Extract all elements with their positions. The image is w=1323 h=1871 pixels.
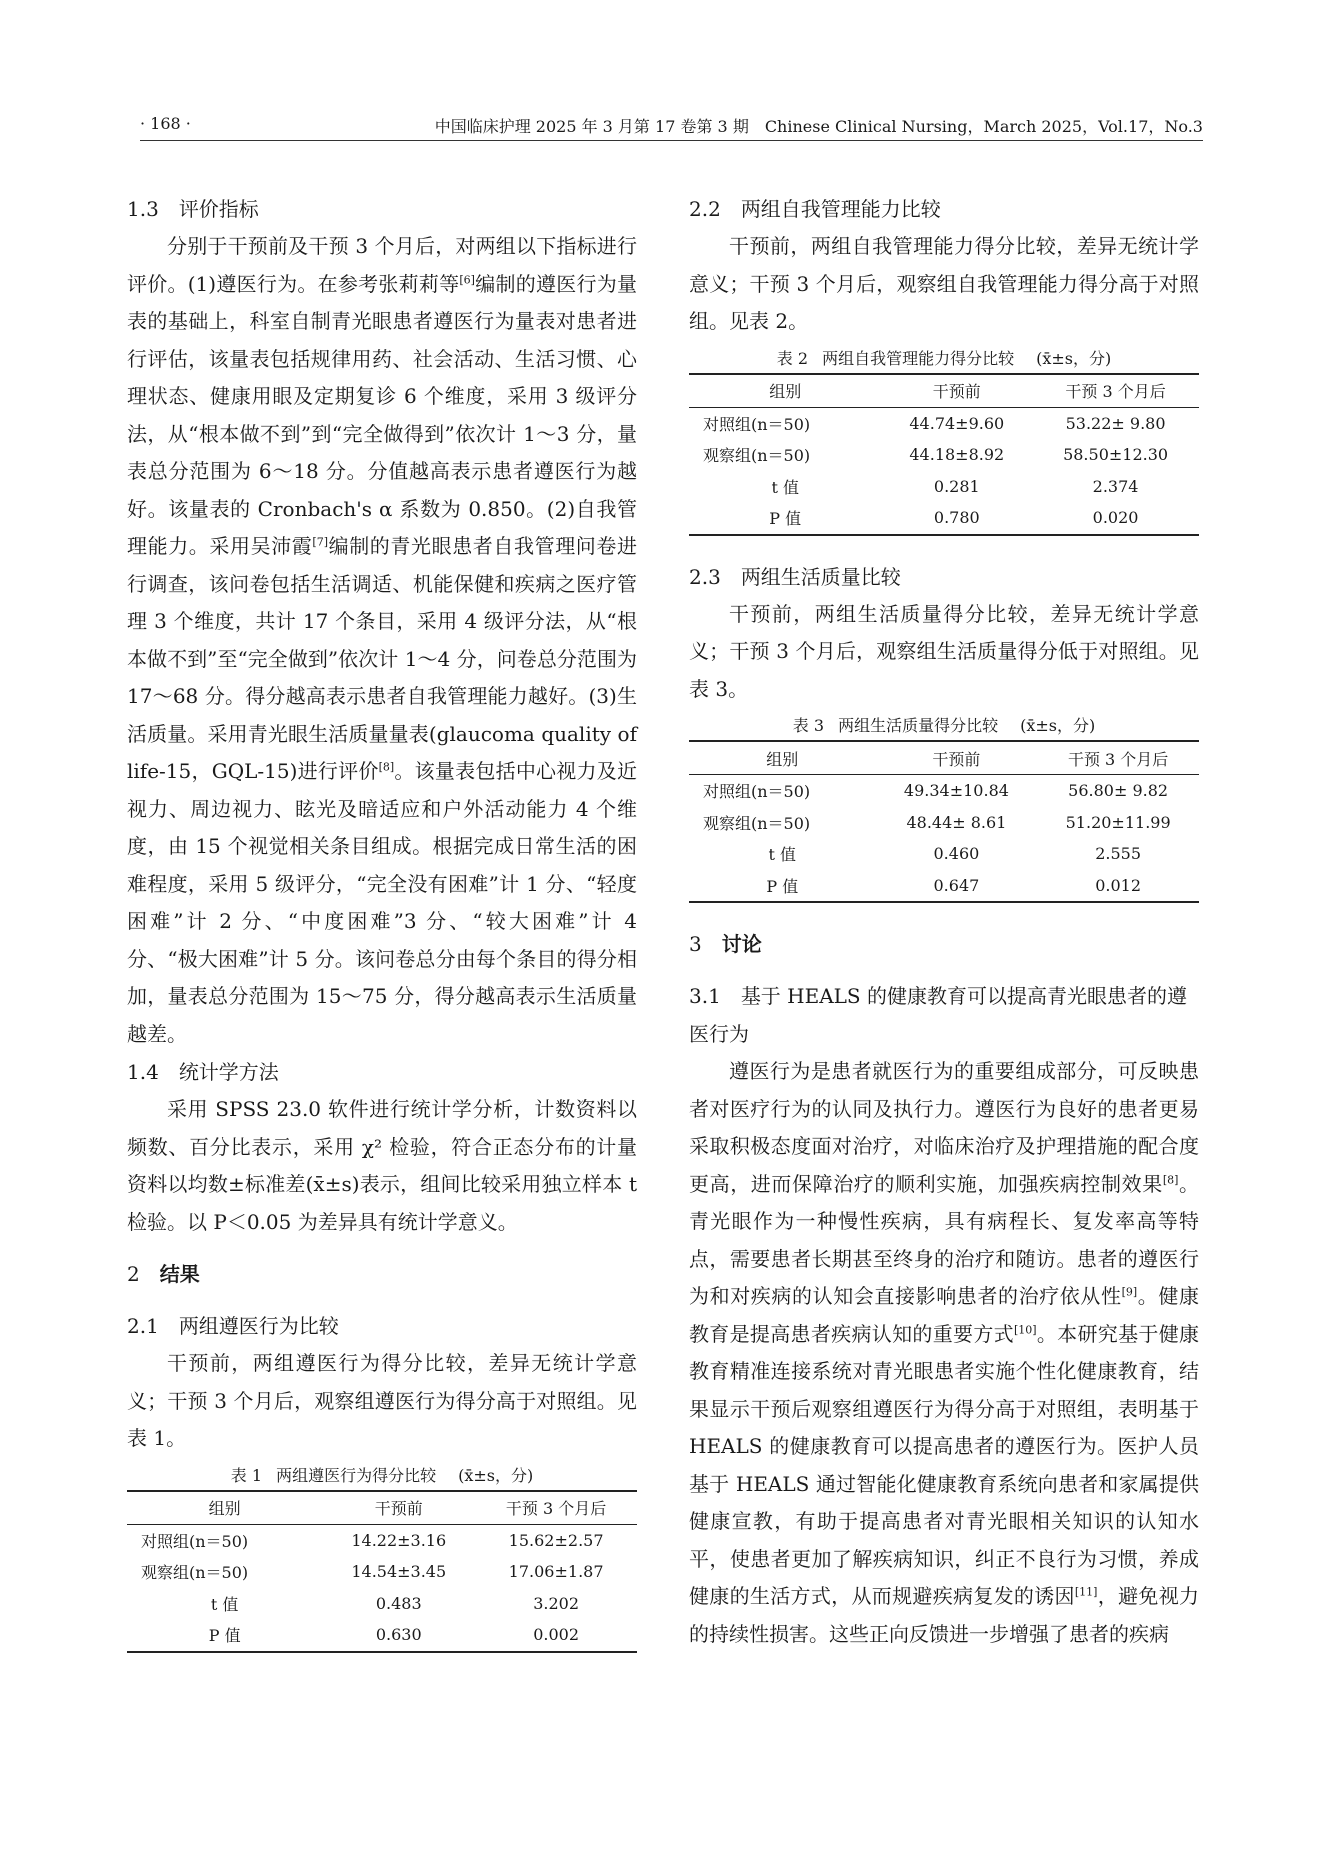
caption-title: 两组生活质量得分比较 bbox=[838, 716, 999, 735]
table-cell: t 值 bbox=[771, 477, 799, 497]
section-heading-1-4 bbox=[127, 1053, 637, 1091]
section-heading-2-1 bbox=[127, 1307, 637, 1345]
section-number: 2 bbox=[127, 1262, 140, 1286]
caption-title: 两组自我管理能力得分比较 bbox=[822, 348, 1015, 368]
table-cell: P 值 bbox=[769, 509, 802, 529]
spacer bbox=[689, 903, 1199, 925]
section-heading-2-2 bbox=[689, 190, 1199, 228]
table-header-row bbox=[689, 741, 1199, 775]
spacer bbox=[127, 1241, 637, 1255]
column-header: 干预 3 个月后 bbox=[1065, 382, 1166, 401]
section-number: 1.3 bbox=[127, 197, 159, 221]
column-header: 干预前 bbox=[374, 1499, 423, 1518]
page-number: · 168 · bbox=[140, 114, 191, 133]
text-run: 。青光眼作为一种慢性疾病，具有病程长、复发率高等特点，需要患者长期甚至终身的治疗和随访。患者的遵医行为和对疾病的认知会直接影响患者的治疗依从性 bbox=[689, 1171, 1200, 1308]
citation-ref: [8] bbox=[1162, 1172, 1179, 1186]
table-cell: 对照组(n＝50) bbox=[141, 1531, 249, 1551]
table-row bbox=[689, 838, 1199, 870]
text-run: 。该量表包括中心视力及近视力、周边视力、眩光及暗适应和户外活动能力 4 个维度，由 15 个视觉相关条目组成。根据完成日常生活的困难程度，采用 5 级评分，“完全没有困难”计 1 分、“轻度困难”计 2 分、“中度困难”3 分、“较大困难”计 4 分、“极大困难”计 5 分。该问卷总分由每个条目的得分相加，量表总分范围为 15～75 分，得分越高表示生活质量越差。 bbox=[127, 759, 637, 1046]
table-cell: 49.34±10.84 bbox=[903, 781, 1009, 801]
table-row bbox=[127, 1524, 637, 1556]
column-header: 组别 bbox=[769, 382, 802, 401]
section-number: 1.4 bbox=[127, 1060, 159, 1084]
paragraph-statistics: 采用 SPSS 23.0 软件进行统计学分析，计数资料以频数、百分比表示，采用 χ² 检验，符合正态分布的计量资料以均数±标准差(x̄±s)表示，组间比较采用独立样本 t 检验。以 P＜0.05 为差异具有统计学意义。 bbox=[127, 1097, 637, 1234]
section-title: 讨论 bbox=[721, 932, 762, 956]
running-header bbox=[140, 112, 1203, 141]
caption-number: 表 2 bbox=[776, 348, 809, 368]
paragraph-discussion-compliance bbox=[689, 1053, 1199, 1653]
table-2 bbox=[689, 373, 1199, 536]
table-cell: 56.80± 9.82 bbox=[1068, 781, 1169, 801]
text-run: 编制的青光眼患者自我管理问卷进行调查，该问卷包括生活调适、机能保健和疾病之医疗管理 3 个维度，共计 17 个条目，采用 4 级评分法，从“根本做不到”至“完全做到”依次计 1～4 分，问卷总分范围为 17～68 分。得分越高表示患者自我管理能力越好。(3)生活质量。采用青光眼生活质量量表(glaucoma quality of life-15，GQL-15)进行评价 bbox=[127, 534, 638, 783]
spacer bbox=[689, 536, 1199, 558]
citation-ref: [10] bbox=[1013, 1322, 1037, 1336]
column-header: 干预前 bbox=[932, 382, 981, 401]
section-number: 2.2 bbox=[689, 197, 721, 221]
table-cell: 0.483 bbox=[375, 1593, 422, 1613]
table-cell: P 值 bbox=[208, 1626, 241, 1646]
table-header-row bbox=[689, 374, 1199, 408]
table-cell: 0.012 bbox=[1095, 875, 1142, 895]
table-1 bbox=[127, 1490, 637, 1653]
citation-ref: [11] bbox=[1074, 1585, 1098, 1599]
table-row bbox=[127, 1588, 637, 1620]
table-cell: 14.54±3.45 bbox=[351, 1562, 447, 1582]
column-header: 组别 bbox=[208, 1499, 241, 1518]
section-heading-3 bbox=[689, 925, 1199, 963]
table-cell: 48.44± 8.61 bbox=[906, 812, 1007, 832]
table-header-row bbox=[127, 1491, 637, 1525]
text-run: 。健康教育是提高患者疾病认知的重要方式 bbox=[689, 1284, 1200, 1346]
table-cell: 51.20±11.99 bbox=[1065, 812, 1171, 832]
table-2-caption bbox=[689, 345, 1199, 373]
table-row bbox=[689, 775, 1199, 807]
table-row bbox=[689, 870, 1199, 903]
section-heading-1-3 bbox=[127, 190, 637, 228]
caption-unit: (x̄±s，分) bbox=[458, 1465, 534, 1485]
section-title: 结果 bbox=[159, 1262, 200, 1286]
table-1-caption bbox=[127, 1462, 637, 1490]
table-row bbox=[127, 1619, 637, 1652]
table-cell: 观察组(n＝50) bbox=[703, 813, 811, 833]
section-title: 统计学方法 bbox=[178, 1060, 279, 1084]
table-cell: 0.281 bbox=[933, 476, 980, 496]
section-number: 3.1 bbox=[689, 984, 721, 1008]
paragraph-evaluation-indicators bbox=[127, 228, 637, 1053]
section-heading-3-1 bbox=[689, 977, 1199, 1053]
table-cell: 58.50±12.30 bbox=[1063, 445, 1169, 465]
section-title: 评价指标 bbox=[178, 197, 259, 221]
caption-title: 两组遵医行为得分比较 bbox=[276, 1465, 437, 1485]
table-cell: 44.18±8.92 bbox=[909, 445, 1005, 465]
section-title: 两组遵医行为比较 bbox=[178, 1314, 339, 1338]
citation-ref: [8] bbox=[378, 760, 395, 774]
table-row bbox=[689, 439, 1199, 471]
table-cell: 44.74±9.60 bbox=[909, 413, 1005, 433]
citation-ref: [6] bbox=[459, 272, 475, 286]
section-number: 2.3 bbox=[689, 564, 721, 589]
paragraph-self-management-result: 干预前，两组自我管理能力得分比较，差异无统计学意义；干预 3 个月后，观察组自我管理能力得分高于对照组。见表 2。 bbox=[689, 234, 1199, 333]
table-cell: 17.06±1.87 bbox=[508, 1562, 604, 1582]
section-number: 3 bbox=[689, 932, 702, 956]
table-cell: 3.202 bbox=[533, 1593, 579, 1613]
section-title: 基于 HEALS 的健康教育可以提高青光眼患者的遵医行为 bbox=[689, 984, 1187, 1046]
table-cell: 观察组(n＝50) bbox=[703, 446, 811, 466]
table-row bbox=[689, 502, 1199, 535]
caption-unit: (x̄±s，分) bbox=[1020, 716, 1096, 735]
spacer bbox=[127, 1293, 637, 1307]
table-cell: 0.780 bbox=[933, 508, 980, 528]
paragraph-quality-of-life-result: 干预前，两组生活质量得分比较，差异无统计学意义；干预 3 个月后，观察组生活质量得分低于对照组。见表 3。 bbox=[689, 601, 1199, 701]
right-column bbox=[689, 190, 1199, 1653]
table-cell: 2.374 bbox=[1092, 476, 1139, 496]
table-cell: 0.002 bbox=[533, 1625, 579, 1645]
table-cell: 0.630 bbox=[375, 1625, 422, 1645]
column-header: 干预 3 个月后 bbox=[1067, 749, 1169, 769]
spacer bbox=[689, 963, 1199, 977]
table-cell: 0.647 bbox=[933, 875, 980, 895]
section-number: 2.1 bbox=[127, 1314, 159, 1338]
paragraph-compliance-result: 干预前，两组遵医行为得分比较，差异无统计学意义；干预 3 个月后，观察组遵医行为得分高于对照组。见表 1。 bbox=[127, 1351, 637, 1450]
text-run: 编制的遵医行为量表的基础上，科室自制青光眼患者遵医行为量表对患者进行评估，该量表包括规律用药、社会活动、生活习惯、心理状态、健康用眼及定期复诊 6 个维度，采用 3 级评分法，从“根本做不到”到“完全做得到”依次计 1～3 分，量表总分范围为 6～18 分。分值越高表示患者遵医行为越好。该量表的 Cronbach's α 系数为 0.850。(2)自我管理能力。采用吴沛霞 bbox=[127, 271, 637, 558]
caption-number: 表 3 bbox=[792, 716, 825, 735]
table-cell: 15.62±2.57 bbox=[508, 1530, 604, 1550]
table-3-caption bbox=[689, 712, 1199, 740]
table-cell: 对照组(n＝50) bbox=[703, 414, 811, 434]
table-3 bbox=[689, 740, 1199, 903]
section-title: 两组生活质量比较 bbox=[740, 564, 901, 589]
text-run: 遵医行为是患者就医行为的重要组成部分，可反映患者对医疗行为的认同及执行力。遵医行为良好的患者更易采取积极态度面对治疗，对临床治疗及护理措施的配合度更高，进而保障治疗的顺利实施，加强疾病控制效果 bbox=[689, 1059, 1199, 1196]
citation-ref: [7] bbox=[312, 535, 328, 549]
table-row bbox=[689, 407, 1199, 439]
table-row bbox=[689, 807, 1199, 839]
table-cell: 0.020 bbox=[1092, 508, 1139, 528]
column-header: 干预 3 个月后 bbox=[505, 1499, 607, 1518]
table-cell: 53.22± 9.80 bbox=[1065, 413, 1166, 433]
table-cell: t 值 bbox=[210, 1594, 239, 1614]
table-row bbox=[689, 471, 1199, 503]
table-cell: 0.460 bbox=[933, 844, 980, 864]
text-run: ，避免视力的持续性损害。这些正向反馈进一步增强了患者的疾病 bbox=[689, 1584, 1200, 1646]
text-run: 。本研究基于健康教育精准连接系统对青光眼患者实施个性化健康教育，结果显示干预后观察组遵医行为得分高于对照组，表明基于 HEALS 的健康教育可以提高患者的遵医行为。医护人员基于 HEALS 通过智能化健康教育系统向患者和家属提供健康宣教，有助于提高患者对青光眼相关知识的认知水平，使患者更加了解疾病知识，纠正不良行为习惯，养成健康的生活方式，从而规避疾病复发的诱因 bbox=[689, 1321, 1199, 1608]
table-cell: 观察组(n＝50) bbox=[141, 1563, 249, 1583]
left-column bbox=[127, 190, 637, 1653]
table-cell: t 值 bbox=[768, 845, 797, 865]
section-title: 两组自我管理能力比较 bbox=[740, 197, 941, 221]
section-heading-2 bbox=[127, 1255, 637, 1293]
table-row bbox=[127, 1556, 637, 1588]
table-cell: 2.555 bbox=[1095, 844, 1142, 864]
text-run: 分别于干预前及干预 3 个月后，对两组以下指标进行评价。(1)遵医行为。在参考张莉莉等 bbox=[127, 234, 637, 296]
column-header: 组别 bbox=[766, 749, 799, 769]
table-cell: 对照组(n＝50) bbox=[703, 782, 811, 802]
citation-ref: [9] bbox=[1121, 1285, 1138, 1299]
table-cell: P 值 bbox=[766, 876, 799, 896]
caption-number: 表 1 bbox=[230, 1465, 263, 1485]
journal-citation: 中国临床护理 2025 年 3 月第 17 卷第 3 期 Chinese Clinical Nursing，March 2025，Vol.17，No.3 bbox=[434, 117, 1203, 136]
caption-unit: (x̄±s，分) bbox=[1036, 348, 1112, 368]
section-heading-2-3 bbox=[689, 558, 1199, 596]
table-cell: 14.22±3.16 bbox=[351, 1530, 447, 1550]
column-header: 干预前 bbox=[932, 749, 981, 769]
